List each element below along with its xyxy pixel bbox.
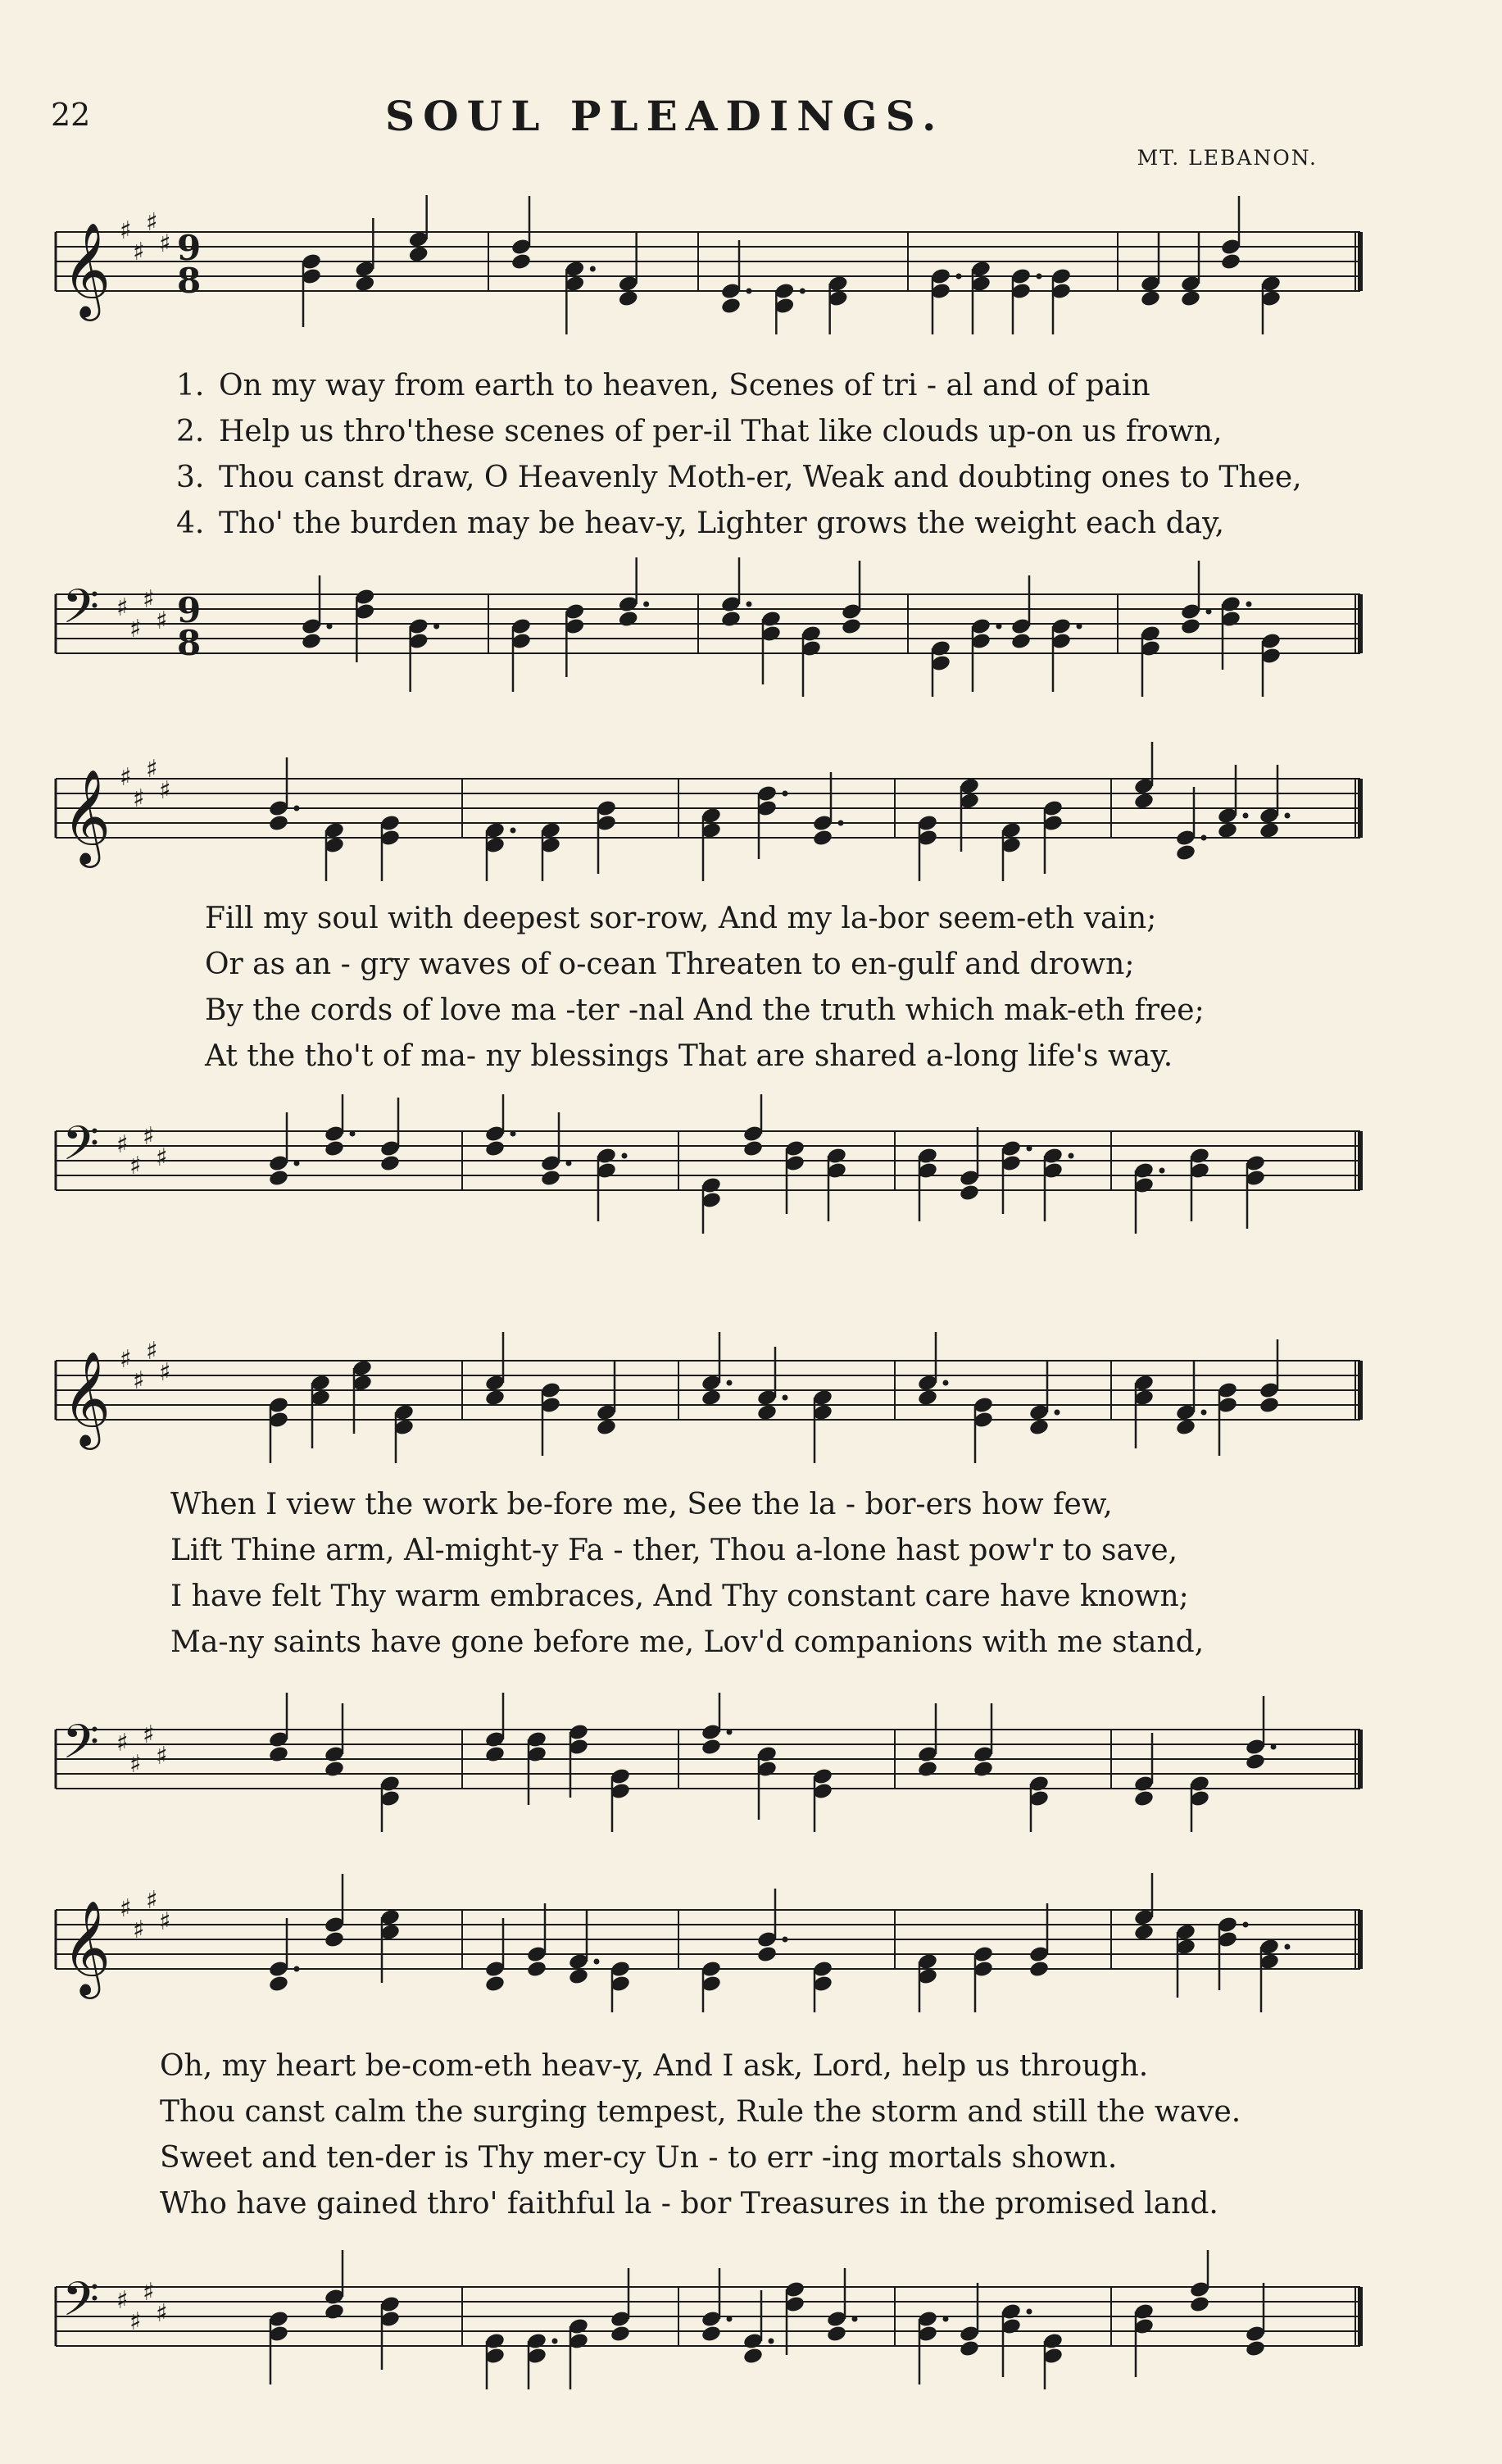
sharp-icon: ♯ [133, 238, 145, 266]
dot-icon [1037, 274, 1042, 280]
note-head [756, 1403, 778, 1422]
note-head [1245, 2339, 1266, 2358]
sharp-icon: ♯ [120, 216, 132, 245]
dot-icon [552, 2339, 558, 2344]
note-head [408, 245, 429, 264]
sharp-icon: ♯ [120, 1894, 132, 1923]
note-head [701, 1738, 722, 1757]
dot-icon [590, 266, 596, 272]
note-head [1259, 1396, 1280, 1415]
dot-icon [956, 274, 962, 280]
dot-icon [800, 289, 805, 294]
note-head [324, 2303, 345, 2321]
note-head [720, 297, 742, 316]
dot-icon [294, 1161, 300, 1166]
dot-icon [510, 1131, 516, 1137]
note-head [841, 617, 862, 636]
dot-icon [594, 1959, 600, 1965]
note-head [1028, 1418, 1050, 1437]
sharp-icon: ♯ [159, 1907, 171, 1936]
dot-icon [783, 1937, 788, 1943]
dot-icon [1027, 2309, 1032, 2315]
sharp-icon: ♯ [129, 2307, 142, 2336]
treble-clef-icon: 𝄞 [62, 1899, 111, 1995]
dot-icon [1055, 1410, 1060, 1416]
lyric-line: 4. Tho' the burden may be heav-y, Lighter grows the weight each day, [176, 507, 1225, 540]
treble-clef-icon: 𝄞 [62, 1350, 111, 1446]
bass-staff-4 [0, 2250, 1502, 2389]
dot-icon [327, 624, 333, 630]
sharp-icon: ♯ [133, 1366, 145, 1395]
sharp-icon: ♯ [129, 1750, 142, 1779]
sharp-icon: ♯ [146, 755, 158, 784]
dot-icon [294, 1966, 300, 1972]
note-head [268, 814, 289, 833]
note-head [324, 1139, 345, 1158]
note-head [526, 1960, 547, 1979]
note-head [701, 1389, 722, 1407]
sharp-icon: ♯ [116, 1130, 129, 1159]
sharp-icon: ♯ [116, 1729, 129, 1757]
note-head [826, 2325, 847, 2344]
dot-icon [727, 1380, 733, 1386]
note-head [268, 1745, 289, 1764]
time-signature-bottom: 8 [177, 261, 202, 301]
bass-clef-icon: 𝄢 [62, 2271, 100, 2339]
note-head [1133, 1789, 1155, 1808]
dot-icon [1243, 1922, 1249, 1928]
lyric-line: Sweet and ten-der is Thy mer-cy Un - to err -ing mortals shown. [160, 2141, 1118, 2175]
note-head [720, 610, 742, 629]
note-head [1133, 792, 1155, 811]
note-head [1245, 1753, 1266, 1771]
dot-icon [1285, 813, 1291, 819]
dot-icon [852, 2316, 858, 2322]
dot-icon [783, 791, 788, 797]
treble-staff-4 [0, 1873, 1502, 2012]
sharp-icon: ♯ [156, 1143, 168, 1172]
sharp-icon: ♯ [156, 1742, 168, 1771]
note-head [1180, 289, 1201, 308]
dot-icon [1246, 602, 1252, 607]
sharp-icon: ♯ [146, 1337, 158, 1366]
note-head [812, 829, 833, 848]
sharp-icon: ♯ [116, 593, 129, 622]
dot-icon [1206, 609, 1212, 615]
treble-staff-3 [0, 1324, 1502, 1463]
dot-icon [996, 624, 1002, 630]
note-head [1133, 1923, 1155, 1942]
dot-icon [769, 2339, 774, 2344]
dot-icon [1159, 1168, 1165, 1174]
note-head [484, 1975, 506, 1993]
sharp-icon: ♯ [143, 2278, 155, 2307]
sharp-icon: ♯ [159, 776, 171, 805]
lyric-line: I have felt Thy warm embraces, And Thy constant care have known; [170, 1580, 1189, 1613]
lyric-line: Lift Thine arm, Al-might-y Fa - ther, Thou a-lone hast pow'r to save, [170, 1534, 1178, 1567]
dot-icon [727, 2316, 733, 2322]
dot-icon [510, 828, 516, 834]
sharp-icon: ♯ [129, 1152, 142, 1180]
dot-icon [1271, 1744, 1277, 1750]
dot-icon [943, 2316, 949, 2322]
lyric-line: When I view the work be-fore me, See the la - bor-ers how few, [170, 1488, 1113, 1521]
note-head [917, 1389, 938, 1407]
note-head [618, 289, 639, 308]
dot-icon [643, 602, 649, 607]
bass-staff-1 [0, 557, 1502, 697]
note-head [1140, 289, 1161, 308]
note-head [596, 1418, 617, 1437]
note-head [1175, 843, 1196, 862]
hymn-title: SOUL PLEADINGS. [385, 92, 945, 140]
sharp-icon: ♯ [116, 2286, 129, 2315]
lyric-line: At the tho't of ma- ny blessings That are shared a-long life's way. [205, 1039, 1173, 1073]
dot-icon [943, 1380, 949, 1386]
sharp-icon: ♯ [143, 1122, 155, 1151]
dot-icon [746, 289, 752, 294]
note-head [268, 1975, 289, 1993]
note-head [742, 1139, 764, 1158]
dot-icon [350, 1131, 356, 1137]
note-head [484, 1139, 506, 1158]
note-head [1010, 632, 1032, 651]
sharp-icon: ♯ [146, 1886, 158, 1915]
bass-clef-icon: 𝄢 [62, 579, 100, 646]
dot-icon [783, 1395, 788, 1401]
dot-icon [1243, 813, 1249, 819]
note-head [324, 1930, 345, 1949]
treble-clef-icon: 𝄞 [62, 768, 111, 864]
note-head [540, 1169, 561, 1188]
sharp-icon: ♯ [159, 1358, 171, 1387]
note-head [568, 1967, 589, 1986]
note-head [484, 1745, 506, 1764]
note-head [1220, 252, 1241, 271]
lyric-line: Fill my soul with deepest sor-row, And my la-bor seem-eth vain; [205, 902, 1157, 935]
lyric-line: By the cords of love ma -ter -nal And the truth which mak-eth free; [205, 993, 1205, 1027]
lyric-line: Or as an - gry waves of o-cean Threaten to en-gulf and drown; [205, 948, 1135, 981]
bass-staff-2 [0, 1094, 1502, 1234]
note-head [917, 1760, 938, 1779]
sharp-icon: ♯ [133, 1916, 145, 1944]
lyric-line: 3. Thou canst draw, O Heavenly Moth-er, Weak and doubting ones to Thee, [176, 461, 1302, 494]
note-head [973, 1760, 994, 1779]
sharp-icon: ♯ [159, 230, 171, 258]
bass-clef-icon: 𝄢 [62, 1116, 100, 1183]
dot-icon [1069, 1153, 1074, 1159]
dot-icon [622, 1153, 628, 1159]
dot-icon [1027, 1146, 1032, 1152]
treble-staff-2 [0, 742, 1502, 881]
dot-icon [566, 1161, 572, 1166]
note-head [701, 2325, 722, 2344]
time-signature-top: 9 [177, 590, 202, 630]
time-signature-top: 9 [177, 228, 202, 268]
note-head [354, 275, 375, 293]
dot-icon [1201, 1410, 1207, 1416]
page-number: 22 [51, 97, 91, 133]
note-head [1189, 2295, 1210, 2314]
note-head [959, 1184, 980, 1202]
lyric-line: 1. On my way from earth to heaven, Scenes of tri - al and of pain [176, 369, 1150, 402]
sharp-icon: ♯ [133, 784, 145, 813]
note-head [1217, 821, 1238, 840]
treble-clef-icon: 𝄞 [62, 221, 111, 317]
note-head [484, 1389, 506, 1407]
sharp-icon: ♯ [120, 763, 132, 792]
sharp-icon: ♯ [146, 208, 158, 237]
tune-name: MT. LEBANON. [1137, 146, 1318, 170]
dot-icon [294, 806, 300, 811]
note-head [959, 2339, 980, 2358]
lyric-line: Ma-ny saints have gone before me, Lov'd companions with me stand, [170, 1625, 1205, 1659]
note-head [268, 1169, 289, 1188]
dot-icon [727, 1730, 733, 1735]
note-head [1180, 617, 1201, 636]
note-head [510, 252, 532, 271]
sharp-icon: ♯ [120, 1345, 132, 1374]
bass-staff-3 [0, 1693, 1502, 1832]
note-head [1028, 1960, 1050, 1979]
time-signature-bottom: 8 [177, 623, 202, 663]
sharp-icon: ♯ [129, 615, 142, 643]
lyric-line: Oh, my heart be-com-eth heav-y, And I ask, Lord, help us through. [160, 2049, 1149, 2083]
note-head [610, 2325, 631, 2344]
dot-icon [433, 624, 439, 630]
note-head [756, 1945, 778, 1964]
note-head [301, 632, 322, 651]
note-head [1175, 1418, 1196, 1437]
dot-icon [746, 602, 752, 607]
sharp-icon: ♯ [143, 1721, 155, 1749]
note-head [1259, 821, 1280, 840]
sharp-icon: ♯ [156, 2299, 168, 2328]
note-head [324, 1760, 345, 1779]
note-head [742, 2347, 764, 2366]
dot-icon [1285, 1944, 1291, 1950]
dot-icon [1201, 835, 1207, 841]
dot-icon [838, 821, 844, 826]
treble-staff-1 [0, 195, 1502, 334]
note-head [379, 1154, 401, 1173]
sharp-icon: ♯ [143, 585, 155, 614]
sharp-icon: ♯ [156, 607, 168, 635]
lyric-line: Who have gained thro' faithful la - bor Treasures in the promised land. [160, 2187, 1218, 2221]
lyric-line: Thou canst calm the surging tempest, Rule the storm and still the wave. [160, 2095, 1241, 2129]
bass-clef-icon: 𝄢 [62, 1714, 100, 1781]
dot-icon [1077, 624, 1082, 630]
note-head [618, 610, 639, 629]
lyric-line: 2. Help us thro'these scenes of per-il That like clouds up-on us frown, [176, 415, 1223, 448]
